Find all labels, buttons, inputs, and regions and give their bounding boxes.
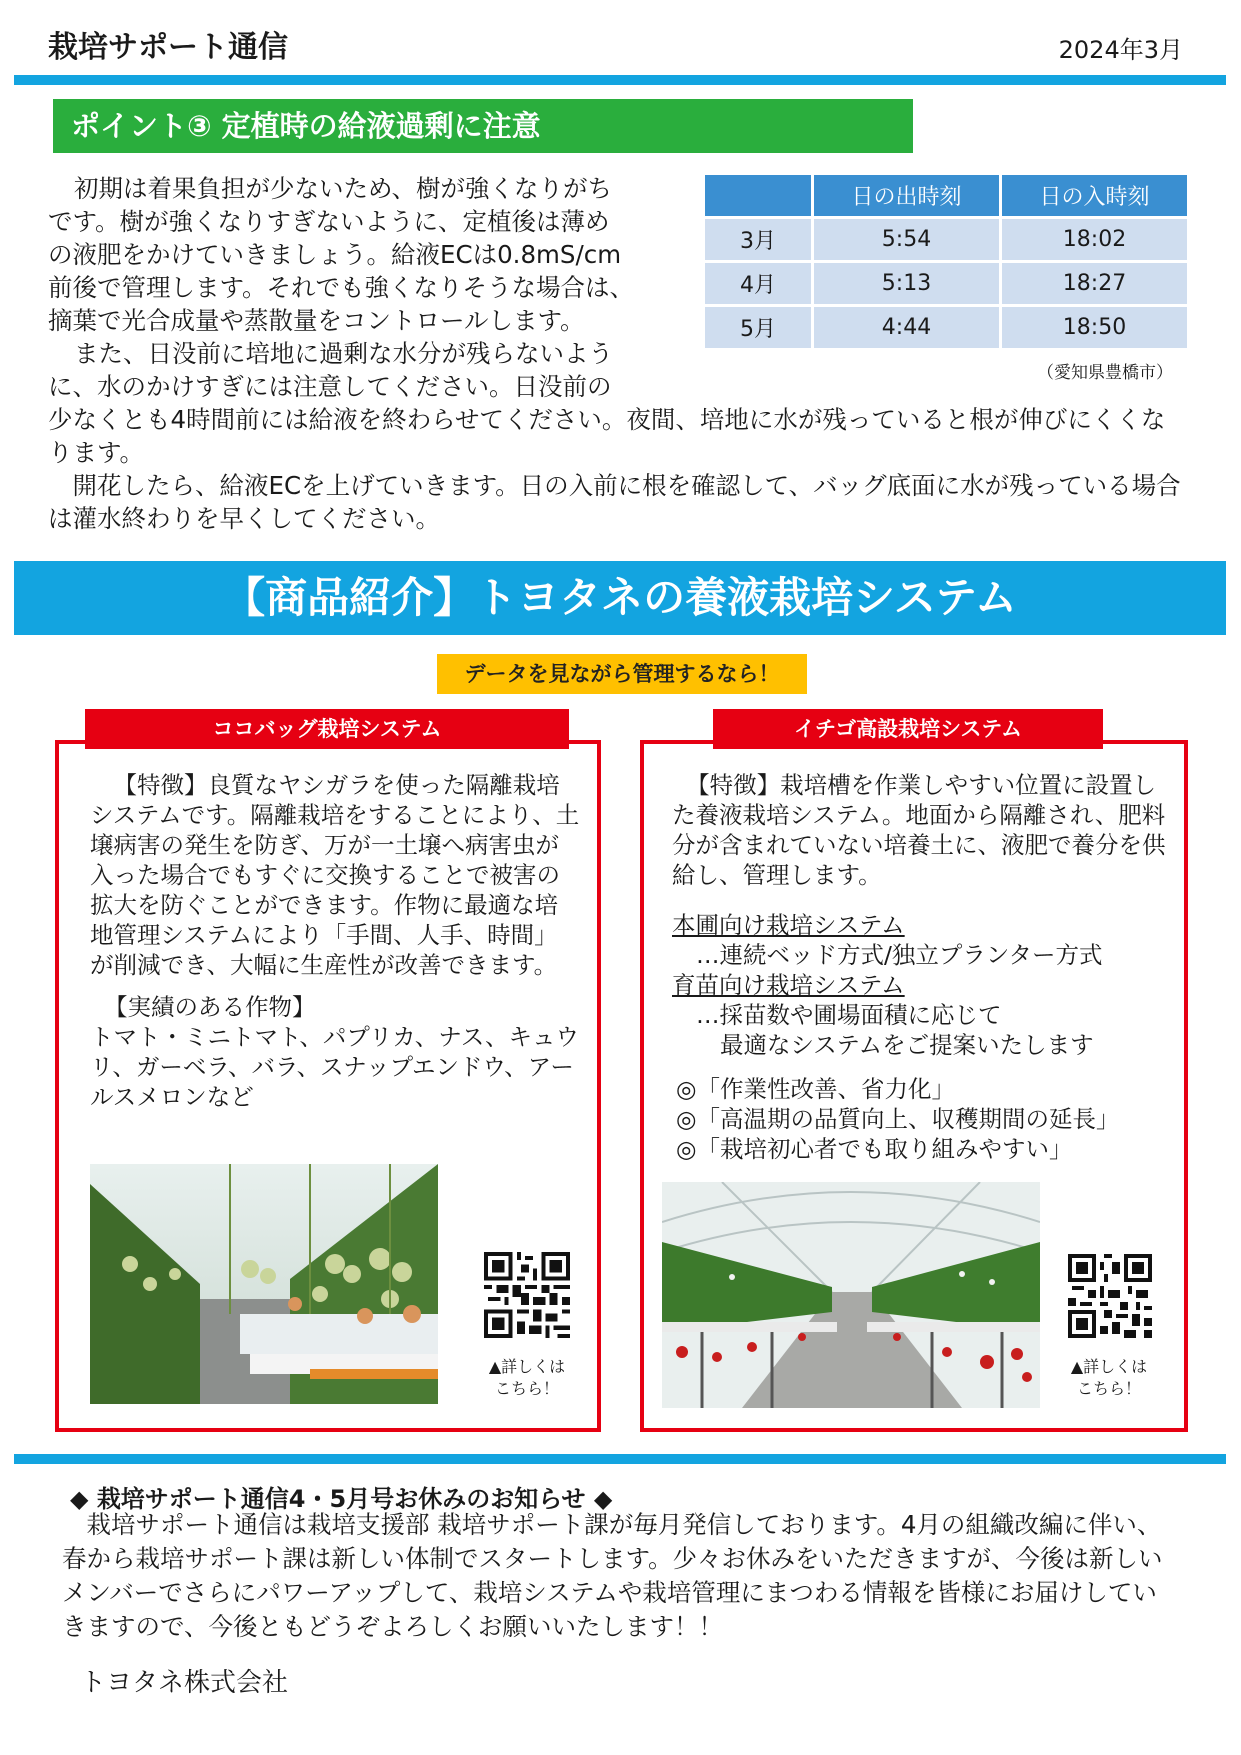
table-cell-sunrise: 5:54 [814, 219, 999, 260]
table-cell-sunset: 18:27 [1002, 263, 1187, 304]
qr-caption-line: ▲詳しくは [1070, 1357, 1148, 1376]
strawberry-system-1-desc: …連続ベッド方式/独立プランター方式 [696, 941, 1103, 969]
notice-divider [14, 1454, 1226, 1464]
strawberry-system-2-desc: …採苗数や圃場面積に応じて [696, 1001, 1002, 1029]
product-section-title: 【商品紹介】トヨタネの養液栽培システム [14, 561, 1226, 635]
coco-bag-feature: 【特徴】良質なヤシガラを使った隔離栽培システムです。隔離栽培をすることにより、土壌病害の発生を防ぎ、万が一土壌へ病害虫が入った場合でもすぐに交換することで被害の拡大を防ぐことができます。作物に最適な培地管理システムにより「手間、人手、時間」が削減でき、大幅に生産性が改善できます。 [90, 771, 580, 979]
benefit-item: ◎「栽培初心者でも取り組みやすい」 [676, 1135, 1073, 1163]
tomato-greenhouse-photo [90, 1164, 438, 1404]
notice-paragraph: 栽培サポート通信は栽培支援部 栽培サポート課が毎月発信しております。4月の組織改編に伴い、春から栽培サポート課は新しい体制でスタートします。少々お休みをいただきますが、今後は新しいメンバーでさらにパワーアップして、栽培システムや栽培管理にまつわる情報を皆様にお届けしていきますので、今後ともどうぞよろしくお願いいたします！！ [62, 1510, 1163, 1641]
benefit-item: ◎「作業性改善、省力化」 [676, 1075, 956, 1103]
newsletter-title: 栽培サポート通信 [48, 30, 288, 65]
table-row [705, 263, 1187, 304]
point-body-column [48, 172, 698, 403]
strawberry-feature: 【特徴】栽培槽を作業しやすい位置に設置した養液栽培システム。地面から隔離され、肥料分が含まれていない培養土に、液肥で養分を供給し、管理します。 [672, 771, 1166, 889]
strawberry-system-2-desc: 最適なシステムをご提案いたします [720, 1031, 1094, 1059]
strawberry-greenhouse-photo [662, 1182, 1040, 1408]
table-cell-sunrise: 5:13 [814, 263, 999, 304]
coco-bag-qr-caption [464, 1356, 590, 1400]
table-cell-month: 3月 [705, 219, 811, 260]
strawberry-system-1-title: 本圃向け栽培システム [672, 911, 905, 939]
header-divider [14, 75, 1226, 85]
point-paragraph: 少なくとも4時間前には給液を終わらせてください。夜間、培地に水が残っていると根が伸びにくくなります。 [48, 405, 1166, 467]
point-line: です。樹が強くなりすぎないように、定植後は薄め [48, 207, 610, 236]
point-line: 前後で管理します。それでも強くなりそうな場合は、 [48, 273, 635, 302]
table-cell-sunset: 18:02 [1002, 219, 1187, 260]
coco-bag-qr-code[interactable] [484, 1252, 570, 1338]
table-row [705, 307, 1187, 348]
point-body-full [48, 403, 1188, 535]
table-cell-month: 5月 [705, 307, 811, 348]
benefit-item: ◎「高温期の品質向上、収穫期間の延長」 [676, 1105, 1120, 1133]
point-paragraph: 開花したら、給液ECを上げていきます。日の入前に根を確認して、バッグ底面に水が残っている場合は灌水終わりを早くしてください。 [48, 471, 1181, 533]
point-line: に、水のかけすぎには注意してください。日没前の [48, 372, 612, 401]
qr-caption-line: こちら！ [494, 1379, 559, 1398]
qr-caption-line: ▲詳しくは [488, 1357, 566, 1376]
data-management-badge: データを見ながら管理するなら！ [437, 654, 807, 694]
notice-title: ◆ 栽培サポート通信4・5月号お休みのお知らせ ◆ [70, 1485, 613, 1513]
coco-bag-crops: トマト・ミニトマト、パプリカ、ナス、キュウリ、ガーベラ、バラ、スナップエンドウ、アールスメロンなど [90, 1023, 580, 1111]
qr-caption-line: こちら！ [1076, 1379, 1141, 1398]
point-line: の液肥をかけていきましょう。給液ECは0.8mS/cm [48, 240, 622, 269]
coco-bag-tab: ココバッグ栽培システム [85, 709, 569, 749]
table-header-sunset: 日の入時刻 [1002, 175, 1187, 216]
point-line: 初期は着果負担が少ないため、樹が強くなりがち [74, 174, 613, 203]
table-header-sunrise: 日の出時刻 [814, 175, 999, 216]
table-cell-sunset: 18:50 [1002, 307, 1187, 348]
point-line: 摘葉で光合成量や蒸散量をコントロールします。 [48, 306, 585, 335]
issue-date: 2024年3月 [1058, 36, 1183, 64]
strawberry-qr-caption [1046, 1356, 1172, 1400]
coco-bag-crops-title: 【実績のある作物】 [104, 993, 316, 1021]
company-name: トヨタネ株式会社 [80, 1668, 289, 1698]
coco-bag-text [90, 770, 580, 1112]
strawberry-qr-code[interactable] [1068, 1254, 1152, 1338]
strawberry-text [672, 770, 1172, 1164]
point-heading: ポイント③ 定植時の給液過剰に注意 [53, 99, 913, 153]
table-cell-month: 4月 [705, 263, 811, 304]
point-line: また、日没前に培地に過剰な水分が残らないよう [74, 339, 613, 368]
table-row [705, 219, 1187, 260]
table-header-blank [705, 175, 811, 216]
table-cell-sunrise: 4:44 [814, 307, 999, 348]
strawberry-system-2-title: 育苗向け栽培システム [672, 971, 905, 999]
table-location-note: （愛知県豊橋市） [1037, 363, 1173, 383]
strawberry-tab: イチゴ高設栽培システム [713, 709, 1103, 749]
sun-times-table [702, 172, 1190, 351]
notice-text [62, 1508, 1172, 1644]
